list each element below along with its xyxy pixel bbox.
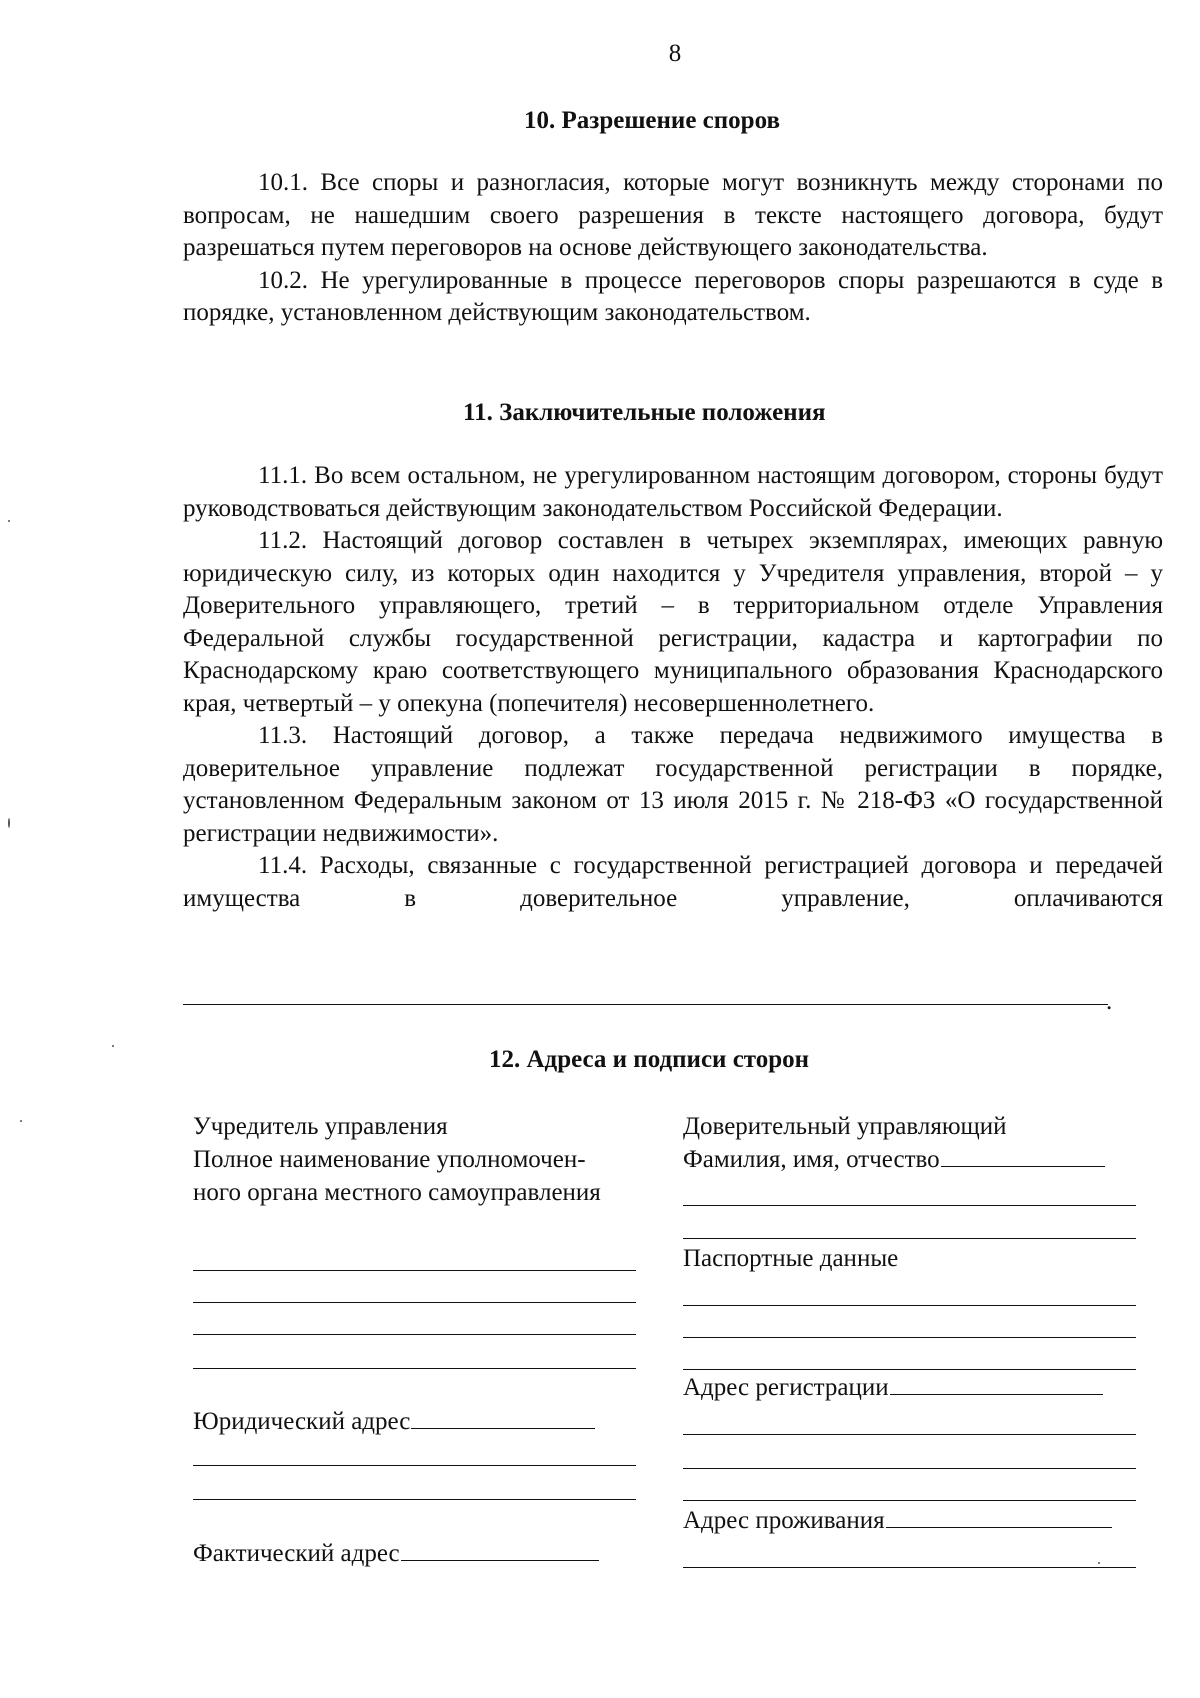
registration-address-line-4[interactable] — [683, 1500, 1136, 1501]
paragraph-10-2: 10.2. Не урегулированные в процессе переговоров споры разрешаются в суде в порядке, установленном действующим законодательством. — [183, 266, 1163, 326]
founder-name-line-4[interactable] — [193, 1368, 636, 1369]
legal-address-label: Юридический адрес — [193, 1405, 595, 1438]
section-12-title: 12. Адреса и подписи сторон — [489, 1046, 810, 1073]
residence-address-label: Адрес проживания — [683, 1504, 1112, 1537]
scan-speck — [20, 1120, 22, 1122]
founder-name-line-3[interactable] — [193, 1334, 636, 1335]
registration-address-field[interactable] — [890, 1393, 1103, 1395]
paragraph-11-2: 11.2. Настоящий договор составлен в четырех экземплярах, имеющих равную юридическую силу, из которых один находится у Учредителя управления, второй – у Доверительного управляющего, третий – в территориальном отделе Управления Федеральной службы государственной регистрации, кадастра и картографии по Краснодарскому краю соответствующего муниципального образования Краснодарского края, четвертый – у опекуна (попечителя) несовершеннолетнего. — [183, 527, 1163, 717]
founder-name-label-line2: ного органа местного самоуправления — [193, 1179, 601, 1206]
passport-line-2[interactable] — [683, 1337, 1136, 1338]
scan-speck — [8, 520, 10, 522]
actual-address-field[interactable] — [401, 1559, 599, 1561]
paragraph-11-1: 11.1. Во всем остальном, не урегулированном настоящим договором, стороны будут руководствоваться действующим законодательством Российской Федерации. — [183, 462, 1163, 522]
founder-name-line-2[interactable] — [193, 1302, 636, 1303]
residence-address-line-2[interactable] — [683, 1567, 1136, 1568]
trustee-fullname-field[interactable] — [941, 1165, 1105, 1167]
scan-speck — [8, 818, 10, 828]
passport-line-1[interactable] — [683, 1305, 1136, 1306]
founder-name-line-1[interactable] — [193, 1270, 636, 1271]
legal-address-line-3[interactable] — [193, 1499, 636, 1500]
legal-address-line-2[interactable] — [193, 1465, 636, 1466]
founder-party-label: Учредитель управления — [193, 1113, 448, 1140]
section-10-body — [183, 167, 1163, 330]
actual-address-label: Фактический адрес — [193, 1537, 599, 1570]
founder-name-label-line1: Полное наименование уполномочен- — [193, 1146, 586, 1173]
payer-fill-line[interactable] — [183, 1004, 1108, 1005]
legal-address-field[interactable] — [411, 1427, 595, 1429]
registration-address-line-3[interactable] — [683, 1468, 1136, 1469]
scan-speck — [1098, 1562, 1100, 1564]
trustee-fullname-label: Фамилия, имя, отчество — [683, 1143, 1105, 1176]
trustee-fullname-line-3[interactable] — [683, 1238, 1136, 1239]
registration-address-label: Адрес регистрации — [683, 1371, 1103, 1404]
trustee-party-label: Доверительный управляющий — [683, 1113, 1007, 1140]
scan-speck — [112, 1045, 114, 1047]
paragraph-11-3: 11.3. Настоящий договор, а также передача недвижимого имущества в доверительное управление подлежат государственной регистрации в порядке, установленном Федеральным законом от 13 июля 2015 г. № 218-ФЗ «О государственной регистрации недвижимости». — [183, 722, 1163, 847]
registration-address-line-2[interactable] — [683, 1434, 1136, 1435]
payer-line-period: . — [1106, 988, 1113, 1015]
section-11-title: 11. Заключительные положения — [463, 399, 826, 426]
page-number: 8 — [668, 40, 682, 67]
passport-label: Паспортные данные — [683, 1245, 899, 1272]
paragraph-11-4: 11.4. Расходы, связанные с государственной регистрацией договора и передачей имущества в доверительное управление, оплачиваются — [183, 852, 1163, 912]
paragraph-10-1: 10.1. Все споры и разногласия, которые могут возникнуть между сторонами по вопросам, не нашедшим своего разрешения в тексте настоящего договора, будут разрешаться путем переговоров на основе действующего законодательства. — [183, 169, 1163, 261]
section-10-title: 10. Разрешение споров — [524, 107, 780, 134]
passport-line-3[interactable] — [683, 1369, 1136, 1370]
trustee-fullname-line-2[interactable] — [683, 1205, 1136, 1206]
residence-address-field[interactable] — [886, 1526, 1112, 1528]
section-11-body — [183, 460, 1163, 915]
